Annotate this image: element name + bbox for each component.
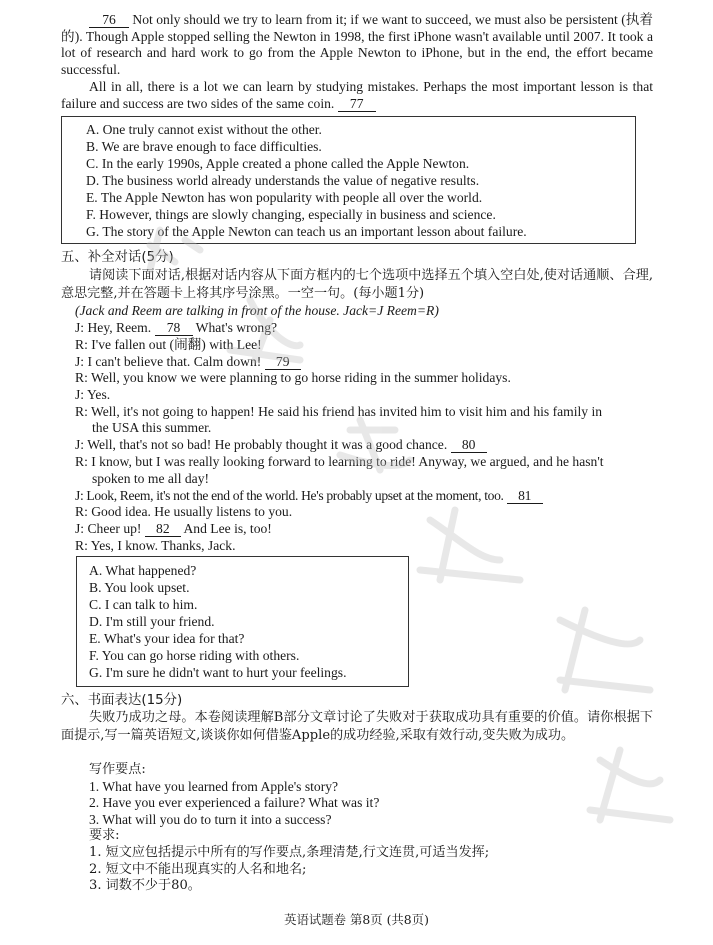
blank-76[interactable]: 76 — [89, 13, 129, 28]
dialogue-line-4: R: Well, you know we were planning to go horse riding in the summer holidays. — [75, 370, 511, 385]
option-e[interactable]: E. The Apple Newton has won popularity with people all over the world. — [86, 190, 483, 205]
dialogue-line-1 — [75, 320, 277, 337]
blank-78[interactable]: 78 — [155, 321, 193, 336]
dialogue-line-7 — [75, 437, 487, 454]
blank-77[interactable]: 77 — [338, 97, 376, 112]
dialogue-option-f[interactable]: F. You can go horse riding with others. — [89, 648, 300, 663]
dialogue-setting: (Jack and Reem are talking in front of the house. Jack=J Reem=R) — [75, 303, 439, 318]
writing-point-3: 3. What will you do to turn it into a success? — [89, 812, 332, 827]
blank-79[interactable]: 79 — [265, 355, 301, 370]
dialogue-line-5: J: Yes. — [75, 387, 111, 402]
dialogue-line-1-text: J: Hey, Reem. — [75, 320, 155, 335]
reading-paragraph-77-text: All in all, there is a lot we can learn by studying mistakes. Perhaps the most important lesson is that failure and success are two sides of the same coin. — [61, 79, 653, 111]
dialogue-line-7-text: J: Well, that's not so bad! He probably thought it was a good chance. — [75, 437, 451, 452]
dialogue-line-9-text: J: Look, Reem, it's not the end of the world. He's probably upset at the moment, too. — [75, 488, 507, 503]
dialogue-line-12: R: Yes, I know. Thanks, Jack. — [75, 538, 236, 553]
writing-point-1: 1. What have you learned from Apple's story? — [89, 779, 339, 794]
option-d[interactable]: D. The business world already understands the value of negative results. — [86, 173, 480, 188]
blank-80[interactable]: 80 — [451, 438, 487, 453]
dialogue-line-9 — [75, 488, 543, 505]
option-g[interactable]: G. The story of the Apple Newton can teach us an important lesson about failure. — [86, 224, 527, 239]
dialogue-line-1-tail: What's wrong? — [192, 320, 278, 335]
dialogue-option-b[interactable]: B. You look upset. — [89, 580, 190, 595]
reading-paragraph-77 — [61, 79, 653, 112]
dialogue-option-e[interactable]: E. What's your idea for that? — [89, 631, 245, 646]
dialogue-line-10: R: Good idea. He usually listens to you. — [75, 504, 293, 519]
section-6-heading: 六、书面表达(15分) — [61, 693, 183, 708]
reading-paragraph-76-text: Not only should we try to learn from it; if we want to succeed, we must also be persistent (执着的). Though Apple stopped selling the Newton in 1998, the first iPhone wasn't available until 2007. It took a lot of research and hard work to go from the Apple Newton to iPhone, but in the end, the effort became successful. — [61, 12, 653, 77]
dialogue-line-11 — [75, 521, 272, 538]
page-footer: 英语试题卷 第8页 (共8页) — [284, 912, 429, 927]
option-a[interactable]: A. One truly cannot exist without the other. — [86, 122, 322, 137]
writing-points-title: 写作要点: — [89, 762, 146, 777]
dialogue-line-3-text: J: I can't believe that. Calm down! — [75, 354, 265, 369]
dialogue-line-8a: R: I know, but I was really looking forward to learning to ride! Anyway, we argued, and he hasn't — [75, 454, 604, 469]
section-5-heading: 五、补全对话(5分) — [61, 250, 174, 265]
requirement-3: 3. 词数不少于80。 — [89, 878, 201, 893]
dialogue-line-11-tail: And Lee is, too! — [180, 521, 272, 536]
writing-prompt: 失败乃成功之母。本卷阅读理解B部分文章讨论了失败对于获取成功具有重要的价值。请你根据下面提示,写一篇英语短文,谈谈你如何借鉴Apple的成功经验,采取有效行动,变失败为成功。 — [61, 710, 653, 743]
requirements-title: 要求: — [89, 828, 120, 843]
dialogue-line-2: R: I've fallen out (闹翻) with Lee! — [75, 337, 262, 352]
option-b[interactable]: B. We are brave enough to face difficulties. — [86, 139, 322, 154]
dialogue-line-6a: R: Well, it's not going to happen! He said his friend has invited him to visit him and his family in — [75, 404, 603, 419]
dialogue-option-c[interactable]: C. I can talk to him. — [89, 597, 198, 612]
requirement-2: 2. 短文中不能出现真实的人名和地名; — [89, 862, 307, 877]
dialogue-line-3 — [75, 354, 301, 371]
dialogue-line-8b: spoken to me all day! — [92, 471, 210, 486]
blank-82[interactable]: 82 — [145, 522, 181, 537]
dialogue-option-a[interactable]: A. What happened? — [89, 563, 197, 578]
writing-point-2: 2. Have you ever experienced a failure? What was it? — [89, 795, 380, 810]
option-f[interactable]: F. However, things are slowly changing, especially in business and science. — [86, 207, 496, 222]
section-5-instruction: 请阅读下面对话,根据对话内容从下面方框内的七个选项中选择五个填入空白处,使对话通顺、合理,意思完整,并在答题卡上将其序号涂黑。一空一句。(每小题1分) — [61, 268, 653, 301]
requirement-1: 1. 短文应包括提示中所有的写作要点,条理清楚,行文连贯,可适当发挥; — [89, 845, 490, 860]
dialogue-line-11-text: J: Cheer up! — [75, 521, 145, 536]
options-box-dialogue — [76, 556, 409, 687]
options-box-reading — [61, 116, 636, 244]
dialogue-option-d[interactable]: D. I'm still your friend. — [89, 614, 215, 629]
dialogue-line-6b: the USA this summer. — [92, 420, 212, 435]
blank-81[interactable]: 81 — [507, 489, 543, 504]
option-c[interactable]: C. In the early 1990s, Apple created a phone called the Apple Newton. — [86, 156, 470, 171]
dialogue-option-g[interactable]: G. I'm sure he didn't want to hurt your feelings. — [89, 665, 347, 680]
